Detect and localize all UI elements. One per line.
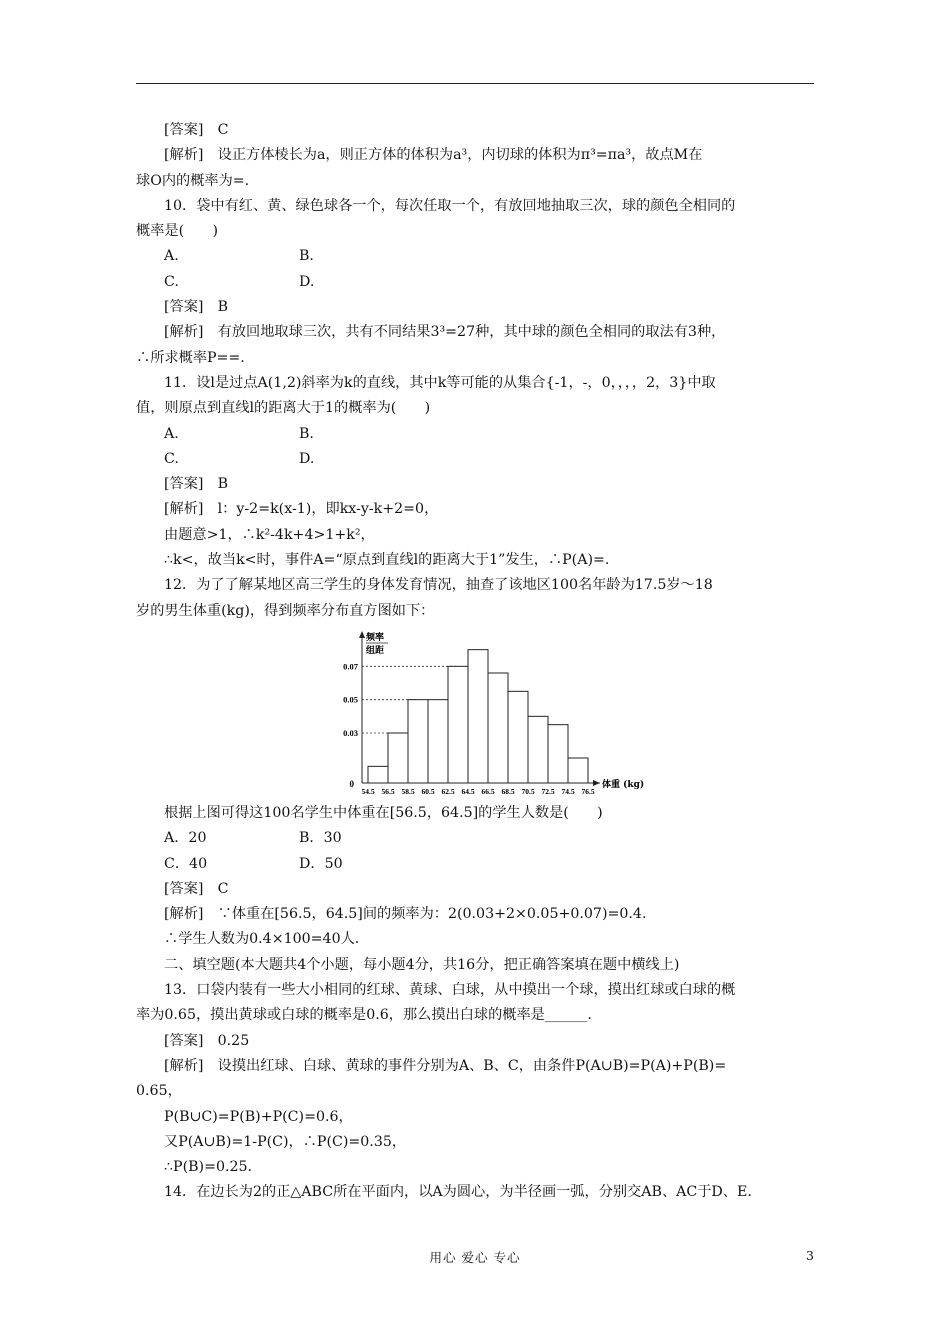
x-tick-label: 64.5 — [461, 787, 475, 796]
x-tick-label: 62.5 — [441, 787, 455, 796]
options-row — [136, 826, 816, 851]
x-tick-label: 56.5 — [381, 787, 395, 796]
histogram-bar — [488, 673, 508, 783]
option-b: B. — [299, 425, 314, 442]
question-14: 14．在边长为2的正△ABC所在平面内，以A为圆心，为半径画一弧，分别交AB、AC于D、E. — [164, 1184, 752, 1201]
options-row — [136, 447, 816, 472]
analysis-line: [解析] l：y-2=k(x-1)，即kx-y-k+2=0， — [164, 501, 439, 518]
option-a: A．20 — [164, 830, 207, 847]
header-rule — [136, 83, 814, 84]
analysis-line: [解析] ∵体重在[56.5，64.5]间的频率为：2(0.03+2×0.05+0.07)=0.4. — [164, 906, 647, 923]
text-line: ∴学生人数为0.4×100=40人. — [164, 931, 360, 948]
x-tick-label: 76.5 — [581, 787, 595, 796]
question-11: 11．设l是过点A(1,2)斜率为k的直线，其中k等可能的从集合{-1，-，0，，，，2，3}中取 — [164, 374, 716, 391]
option-d: D. — [299, 273, 315, 290]
answer-line: [答案] C — [164, 880, 229, 897]
text-line: ∴k<，故当k<时，事件A=“原点到直线l的距离大于1”发生，∴P(A)=. — [164, 552, 610, 569]
analysis-line: [解析] 设正方体棱长为a，则正方体的体积为a³，内切球的体积为π³=πa³，故点M在 — [164, 147, 703, 164]
histogram-chart — [330, 628, 645, 803]
options-row — [136, 422, 816, 447]
y-tick-label: 0.05 — [343, 694, 358, 705]
answer-line: [答案] C — [164, 122, 229, 138]
origin-label: 0 — [349, 779, 354, 789]
text-line: 值，则原点到直线l的距离大于1的概率为( ) — [136, 400, 431, 417]
x-tick-label: 68.5 — [501, 787, 515, 796]
y-tick-label: 0.03 — [343, 728, 358, 738]
question-13: 13．口袋内装有一些大小相同的红球、黄球、白球，从中摸出一个球，摸出红球或白球的概 — [164, 982, 736, 999]
y-axis-arrow — [359, 631, 365, 638]
answer-line: [答案] 0.25 — [164, 1032, 250, 1049]
histogram-bar — [548, 725, 568, 783]
x-tick-label: 72.5 — [541, 787, 555, 796]
option-c: C. — [164, 273, 179, 290]
x-axis-arrow — [593, 780, 600, 786]
histogram-bar — [448, 666, 468, 783]
text-line: 概率是( ) — [136, 223, 219, 240]
x-tick-label: 60.5 — [421, 787, 435, 796]
histogram-bar — [408, 700, 428, 783]
option-d: D. — [299, 450, 315, 467]
analysis-line: [解析] 有放回地取球三次，共有不同结果3³=27种，其中球的颜色全相同的取法有3种， — [164, 324, 726, 341]
text-line: P(B∪C)=P(B)+P(C)=0.6， — [164, 1108, 353, 1125]
histogram-bar — [528, 716, 548, 783]
text-line: 0.65， — [136, 1083, 182, 1100]
footer-slogan: 用心 爱心 专心 — [429, 1250, 521, 1265]
text-line: ∴所求概率P==. — [136, 349, 245, 366]
options-row — [136, 270, 816, 295]
histogram-svg — [330, 628, 645, 803]
histogram-bar — [428, 700, 448, 783]
section-heading: 二、填空题(本大题共4个小题，每小题4分，共16分，把正确答案填在题中横线上) — [164, 956, 680, 973]
text-line: 岁的男生体重(kg)，得到频率分布直方图如下： — [136, 602, 435, 619]
analysis-line: [解析] 设摸出红球、白球、黄球的事件分别为A、B、C，由条件P(A∪B)=P(A)+P(B)= — [164, 1057, 727, 1074]
option-b: B. — [299, 248, 314, 265]
text-line: 球O内的概率为=. — [136, 172, 250, 189]
option-b: B．30 — [299, 830, 342, 847]
histogram-bar — [568, 758, 588, 783]
question-12: 12．为了了解某地区高三学生的身体发育情况，抽查了该地区100名年龄为17.5岁～18 — [164, 577, 713, 594]
text-line: 根据上图可得这100名学生中体重在[56.5，64.5]的学生人数是( ) — [164, 804, 603, 821]
y-label-bottom: 组距 — [366, 646, 385, 656]
text-line: 率为0.65，摸出黄球或白球的概率是0.6，那么摸出白球的概率是______. — [136, 1007, 592, 1024]
y-tick-label: 0.07 — [343, 661, 358, 672]
option-d: D．50 — [299, 855, 343, 872]
text-line: 由题意>1，∴k²-4k+4>1+k²， — [164, 526, 375, 543]
histogram-bar — [508, 691, 528, 783]
histogram-bar — [468, 650, 488, 783]
page-number: 3 — [806, 1248, 814, 1263]
option-a: A. — [164, 425, 179, 442]
option-c: C. — [164, 450, 179, 467]
x-tick-label: 74.5 — [561, 787, 575, 796]
answer-line: [答案] B — [164, 299, 229, 316]
option-a: A. — [164, 248, 179, 265]
x-tick-label: 58.5 — [401, 787, 415, 796]
text-line: ∴P(B)=0.25. — [164, 1159, 253, 1176]
x-tick-label: 70.5 — [521, 787, 535, 796]
answer-line: [答案] B — [164, 476, 229, 493]
text-line: 又P(A∪B)=1-P(C)，∴P(C)=0.35， — [164, 1133, 407, 1150]
histogram-bar — [388, 733, 408, 783]
option-c: C．40 — [164, 855, 208, 872]
options-row — [136, 852, 816, 877]
histogram-bar — [368, 766, 388, 783]
x-tick-label: 54.5 — [361, 787, 375, 796]
x-axis-label: 体重 (kg) — [602, 780, 645, 790]
y-label-top: 频率 — [366, 633, 385, 643]
options-row — [136, 244, 816, 269]
x-tick-label: 66.5 — [481, 787, 495, 796]
question-10: 10．袋中有红、黄、绿色球各一个，每次任取一个，有放回地抽取三次，球的颜色全相同的 — [164, 197, 736, 214]
